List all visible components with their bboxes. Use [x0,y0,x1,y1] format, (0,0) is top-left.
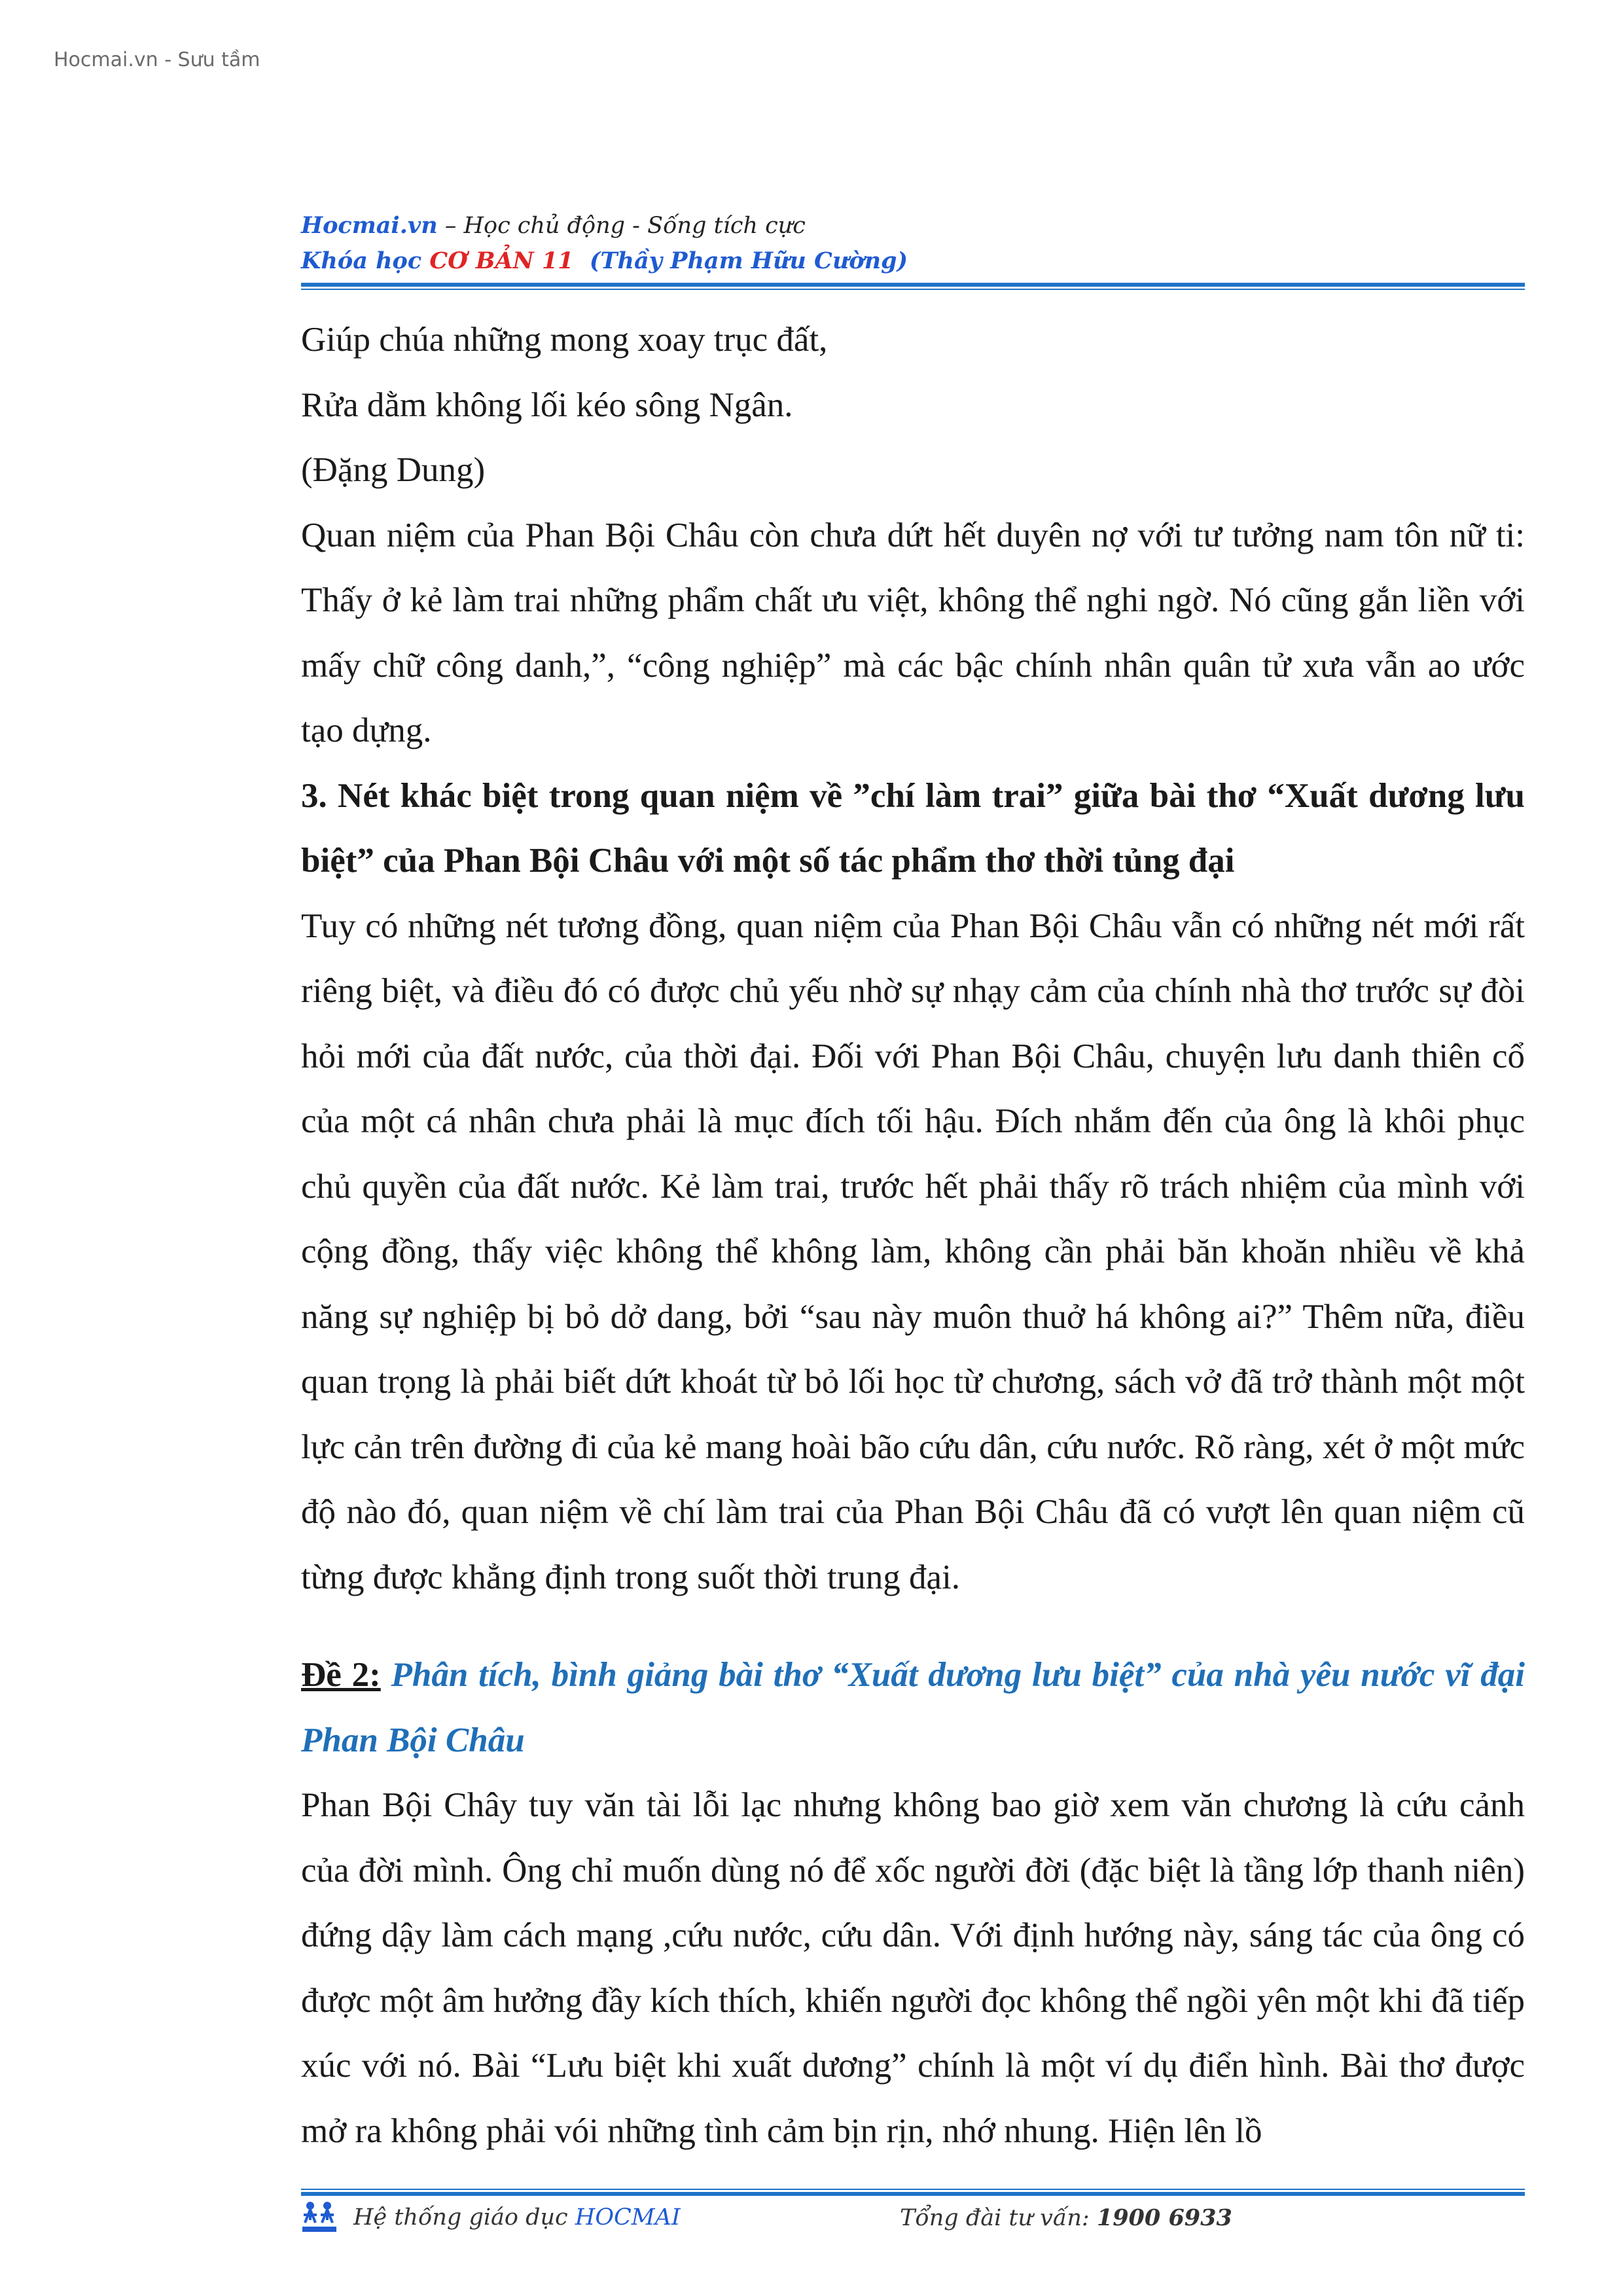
footer-system-name: HOCMAI [575,2204,681,2231]
header-rule-thick [301,283,1525,287]
header-line1 [301,208,908,243]
course-level: CƠ BẢN 11 [429,247,574,274]
poem-line: Giúp chúa những mong xoay trục đất, [301,321,828,359]
header-rule-thin [301,289,1525,290]
paragraph: Tuy có những nét tương đồng, quan niệm của Phan Bội Châu vẫn có những nét mới rất riêng biệt, và điều đó có được chủ yếu nhờ sự nhạy cảm của chính nhà thơ trước sự đòi hỏi mới của đất nước, của thời đại. Đối với Phan Bội Châu, chuyện lưu danh thiên cổ của một cá nhân chưa phải là mục đích tối hậu. Đích nhắm đến của ông là khôi phục chủ quyền của đất nước. Kẻ làm trai, trước hết phải thấy rõ trách nhiệm của mình với cộng đồng, thấy việc không thể không làm, không cần phải băn khoăn nhiều về khả năng sự nghiệp bị bỏ dở dang, bởi “sau này muôn thuở há không ai?” Thêm nữa, điều quan trọng là phải biết dứt khoát từ bỏ lối học từ chương, sách vở đã trở thành một một lực cản trên đường đi của kẻ mang hoài bão cứu dân, cứu nước. Rõ ràng, xét ở một mức độ nào đó, quan niệm về chí làm trai của Phan Bội Châu đã có vượt lên quan niệm cũ từng được khẳng định trong suốt thời trung đại. [301,906,1525,1596]
document-body [301,308,1525,2164]
header-slogan: Học chủ động - Sống tích cực [463,213,806,239]
footer-hotline-number: 1900 6933 [1096,2204,1232,2231]
page-header [301,208,908,279]
section-heading: 3. Nét khác biệt trong quan niệm về ”chí làm trai” giữa bài thơ “Xuất dương lưu biệt” của Phan Bội Châu với một số tác phẩm thơ thời tủng đại [301,776,1525,880]
footer-system-prefix: Hệ thống giáo dục [353,2204,575,2231]
page-footer [301,2199,1525,2238]
footer-system [353,2204,681,2231]
paragraph: Phan Bội Chây tuy văn tài lỗi lạc nhưng không bao giờ xem văn chương là cứu cảnh của đời mình. Ông chỉ muốn dùng nó để xốc người đời (đặc biệt là tầng lớp thanh niên) đứng dậy làm cách mạng ,cứu nước, cứu dân. Với định hướng này, sáng tác của ông có được một âm hưởng đầy kích thích, khiến người đọc không thể ngồi yên một khi đã tiếp xúc với nó. Bài “Lưu biệt khi xuất dương” chính là một ví dụ điển hình. Bài thơ được mở ra không phải vói những tình cảm bịn rịn, nhớ nhung. Hiện lên lồ [301,1786,1525,2150]
exercise-text: Phân tích, bình giảng bài thơ “Xuất dương lưu biệt” của nhà yêu nước vĩ đại Phan Bội Châu [301,1656,1525,1759]
footer-hotline-label: Tổng đài tư vấn: [900,2205,1097,2231]
course-teacher: (Thầy Phạm Hữu Cường) [573,247,908,274]
paragraph: Quan niệm của Phan Bội Châu còn chưa dứt hết duyên nợ với tư tưởng nam tôn nữ ti: Thấy ở kẻ làm trai những phẩm chất ưu việt, không thể nghi ngờ. Nó cũng gắn liền với mấy chữ công danh,”, “công nghiệp” mà các bậc chính nhân quân tử xưa vẫn ao ước tạo dựng. [301,516,1525,749]
header-course [301,243,908,279]
header-brand: Hocmai.vn [301,212,438,239]
footer-hotline [900,2204,1232,2231]
poem-line: Rửa dằm không lối kéo sông Ngân. [301,386,793,424]
footer-rule-thick [301,2192,1525,2196]
hocmai-logo-icon [301,2200,338,2234]
exercise-title [301,1643,1525,1773]
poem-author: (Đặng Dung) [301,451,486,489]
watermark: Hocmai.vn - Sưu tầm [54,48,260,71]
footer-rule-thin [301,2189,1525,2190]
course-prefix: Khóa học [301,247,430,274]
exercise-label: Đề 2: [301,1656,381,1694]
header-dash: – [437,213,464,239]
